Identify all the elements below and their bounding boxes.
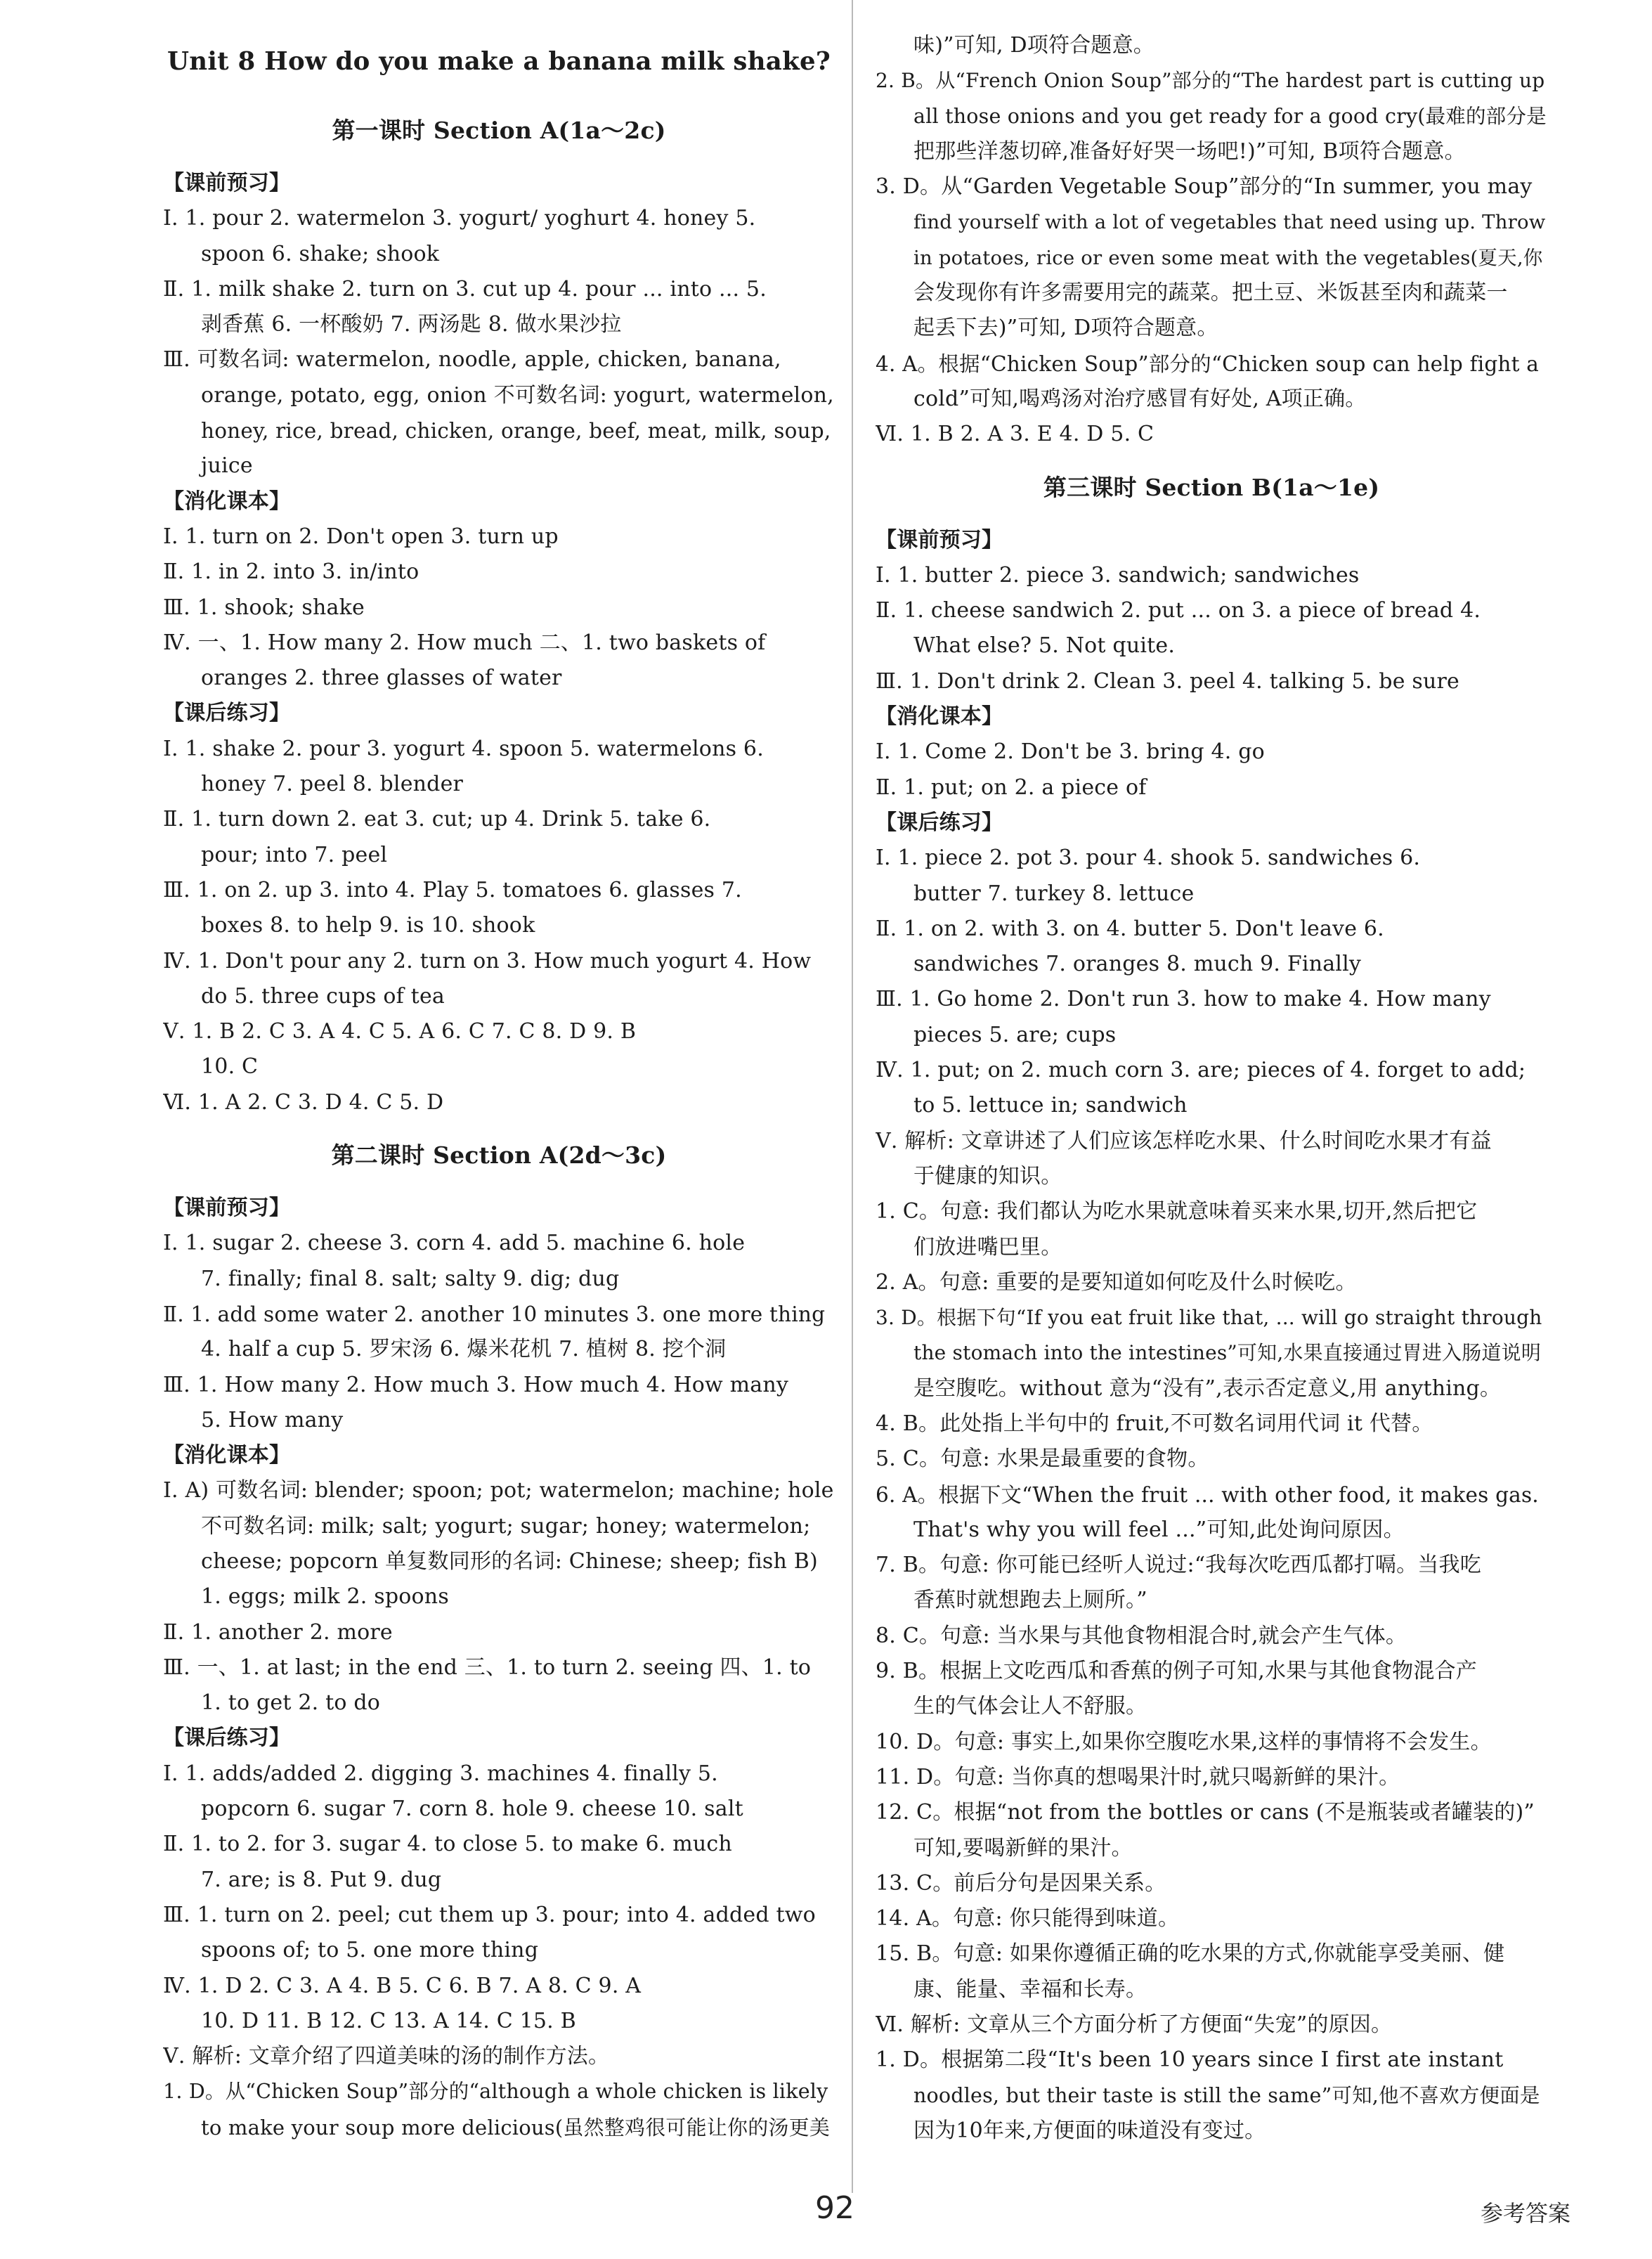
answer-line-text: Ⅱ. 1. milk shake 2. turn on 3. cut up 4. pour ... into ... 5. — [163, 276, 767, 302]
answer-line — [876, 1866, 1547, 1901]
part-label-text: 【消化课本】 — [163, 488, 291, 514]
answer-line — [163, 342, 835, 377]
answer-line — [163, 1685, 835, 1721]
part-label — [163, 1721, 835, 1756]
answer-line-text: cheese; popcorn 单复数同形的名词: Chinese; sheep; fish B) — [201, 1548, 818, 1574]
answer-line — [876, 1795, 1547, 1830]
answer-line — [163, 2074, 835, 2109]
answer-line — [876, 1583, 1547, 1618]
answer-line — [163, 1332, 835, 1367]
answer-line — [876, 841, 1547, 876]
answer-line — [876, 347, 1547, 382]
answer-line — [876, 664, 1547, 699]
answer-line — [876, 1936, 1547, 1972]
answer-line-text: 不可数名词: milk; salt; yogurt; sugar; honey; watermelon; — [201, 1513, 811, 1539]
answer-line — [876, 1053, 1547, 1088]
part-label-text: 【课前预习】 — [163, 171, 291, 195]
answer-line-text: 起丢下去)”可知, D项符合题意。 — [913, 316, 1218, 341]
answer-line — [876, 240, 1547, 276]
left-column — [163, 28, 835, 2145]
answer-line — [163, 1297, 835, 1332]
answer-line — [876, 2078, 1547, 2114]
answer-line-text: 7. finally; final 8. salt; salty 9. dig; dug — [201, 1266, 620, 1291]
part-label — [163, 1438, 835, 1473]
answer-line-text: 12. C。根据“not from the bottles or cans (不是瓶装或者罐装的)” — [876, 1800, 1535, 1825]
answer-line-text: 可知,要喝新鲜的果汁。 — [913, 1835, 1133, 1860]
answer-line — [876, 1689, 1547, 1724]
answer-line — [163, 2004, 835, 2039]
answer-line — [163, 1262, 835, 1297]
answer-line-text: do 5. three cups of tea — [201, 983, 445, 1009]
answer-line-text: Ⅵ. 解析: 文章从三个方面分析了方便面“失宠”的原因。 — [876, 2012, 1393, 2038]
answer-line-text: Ⅰ. A) 可数名词: blender; spoon; pot; watermelon; machine; hole — [163, 1478, 834, 1503]
answer-line — [876, 134, 1547, 169]
section-heading — [163, 1120, 835, 1191]
answer-line-text: Ⅰ. 1. turn on 2. Don't open 3. turn up — [163, 524, 559, 549]
answer-line-text: 10. D 11. B 12. C 13. A 14. C 15. B — [201, 2008, 576, 2033]
answer-line-text: 于健康的知识。 — [913, 1163, 1062, 1189]
answer-line-text: 生的气体会让人不舒服。 — [913, 1694, 1147, 1719]
answer-line-text: spoon 6. shake; shook — [201, 241, 440, 266]
answer-line-text: Ⅳ. 一、1. How many 2. How much 二、1. two baskets of — [163, 630, 766, 655]
column-divider — [852, 0, 853, 2193]
answer-line-text: 10. C — [201, 1054, 259, 1080]
answer-line-text: 11. D。句意: 当你真的想喝果汁时,就只喝新鲜的果汁。 — [876, 1764, 1400, 1789]
answer-line — [876, 1831, 1547, 1866]
part-label-text: 【课前预习】 — [876, 527, 1003, 552]
answer-line — [876, 276, 1547, 311]
part-label-text: 【课后练习】 — [876, 810, 1003, 835]
answer-line-text: Ⅱ. 1. another 2. more — [163, 1619, 393, 1645]
answer-line — [876, 2043, 1547, 2078]
answer-line — [876, 1972, 1547, 2007]
answer-line — [163, 272, 835, 307]
answer-line — [876, 558, 1547, 593]
answer-line-text: 9. B。根据上文吃西瓜和香蕉的例子可知,水果与其他食物混合产 — [876, 1659, 1477, 1684]
answer-line-text: 康、能量、幸福和长寿。 — [913, 1976, 1147, 2002]
answer-line — [163, 661, 835, 696]
unit-title — [163, 28, 835, 96]
answer-line-text: Ⅱ. 1. to 2. for 3. sugar 4. to close 5. to make 6. much — [163, 1832, 732, 1857]
answer-line — [163, 838, 835, 873]
answer-line — [163, 590, 835, 626]
answer-line — [876, 1442, 1547, 1477]
answer-line-text: 会发现你有许多需要用完的蔬菜。把土豆、米饭甚至肉和蔬菜一 — [913, 280, 1508, 306]
answer-line — [876, 1088, 1547, 1123]
answer-line-text: Ⅳ. 1. Don't pour any 2. turn on 3. How much yogurt 4. How — [163, 948, 812, 973]
answer-line — [163, 979, 835, 1014]
answer-line — [876, 1477, 1547, 1513]
answer-line — [163, 1544, 835, 1579]
answer-line-text: Ⅳ. 1. put; on 2. much corn 3. are; pieces of 4. forget to add; — [876, 1058, 1526, 1083]
answer-line-text: What else? 5. Not quite. — [913, 633, 1176, 659]
answer-line — [163, 1403, 835, 1438]
answer-line-text: 5. C。句意: 水果是最重要的食物。 — [876, 1446, 1209, 1472]
answer-line-text: Ⅱ. 1. put; on 2. a piece of — [876, 775, 1147, 800]
answer-line-text: Ⅲ. 1. on 2. up 3. into 4. Play 5. tomatoes 6. glasses 7. — [163, 877, 742, 902]
answer-line — [163, 307, 835, 342]
answer-line — [163, 1226, 835, 1261]
answer-line — [876, 1194, 1547, 1229]
answer-line-text: oranges 2. three glasses of water — [201, 666, 562, 691]
answer-line — [163, 1792, 835, 1827]
answer-line-text: 8. C。句意: 当水果与其他食物相混合时,就会产生气体。 — [876, 1623, 1407, 1648]
answer-line — [876, 2114, 1547, 2149]
answer-line — [876, 2007, 1547, 2043]
answer-line-text: Ⅴ. 解析: 文章介绍了四道美味的汤的制作方法。 — [163, 2044, 610, 2069]
answer-line-text: 1. C。句意: 我们都认为吃水果就意味着买来水果,切开,然后把它 — [876, 1199, 1478, 1224]
part-label-text: 【课后练习】 — [163, 1726, 291, 1751]
answer-line-text: 1. D。根据第二段“It's been 10 years since I first ate instant — [876, 2047, 1504, 2073]
answer-line-text: noodles, but their taste is still the same”可知,他不喜欢方便面是 — [913, 2083, 1540, 2107]
answer-line-text: orange, potato, egg, onion 不可数名词: yogurt, watermelon, — [201, 382, 834, 408]
answer-line-text: 7. are; is 8. Put 9. dug — [201, 1867, 442, 1892]
answer-line-text: popcorn 6. sugar 7. corn 8. hole 9. cheese 10. salt — [201, 1797, 743, 1822]
answer-line — [876, 947, 1547, 982]
answer-line-text: Ⅰ. 1. adds/added 2. digging 3. machines 4. finally 5. — [163, 1761, 718, 1786]
answer-line — [163, 1368, 835, 1403]
answer-line-text: Ⅵ. 1. A 2. C 3. D 4. C 5. D — [163, 1089, 444, 1115]
part-label — [163, 166, 835, 201]
part-label-text: 【消化课本】 — [876, 704, 1003, 730]
answer-line — [163, 1863, 835, 1898]
part-label — [876, 699, 1547, 734]
answer-line — [163, 1615, 835, 1650]
answer-line — [163, 908, 835, 943]
part-label-text: 【课前预习】 — [163, 1196, 291, 1221]
answer-line — [163, 2110, 835, 2145]
answer-line — [163, 1933, 835, 1968]
part-label — [163, 696, 835, 731]
answer-line — [876, 28, 1547, 63]
answer-line-text: 5. How many — [201, 1407, 344, 1432]
answer-line — [163, 802, 835, 837]
answer-line — [163, 1509, 835, 1544]
answer-line-text: 10. D。句意: 事实上,如果你空腹吃水果,这样的事情将不会发生。 — [876, 1729, 1492, 1754]
answer-line — [876, 593, 1547, 628]
answer-line-text: to 5. lettuce in; sandwich — [913, 1093, 1188, 1118]
answer-line — [163, 378, 835, 413]
answer-line — [876, 1230, 1547, 1265]
answer-line-text: juice — [201, 453, 253, 479]
answer-line-text: 香蕉时就想跑去上厕所。” — [913, 1588, 1147, 1613]
answer-line — [876, 1901, 1547, 1936]
answer-line — [876, 1018, 1547, 1053]
answer-line — [876, 1371, 1547, 1406]
answer-line-text: That's why you will feel ...”可知,此处询问原因。 — [913, 1517, 1405, 1542]
answer-line-text: the stomach into the intestines”可知,水果直接通过胃进入肠道说明 — [913, 1341, 1542, 1365]
answer-line-text: 2. B。从“French Onion Soup”部分的“The hardest part is cutting up — [876, 69, 1545, 93]
answer-line-text: 3. D。根据下句“If you eat fruit like that, ... will go straight through — [876, 1306, 1542, 1330]
section-heading — [876, 453, 1547, 523]
answer-line-text: Ⅰ. 1. piece 2. pot 3. pour 4. shook 5. sandwiches 6. — [876, 846, 1421, 871]
answer-line-text: 2. A。句意: 重要的是要知道如何吃及什么时候吃。 — [876, 1269, 1357, 1295]
answer-line — [876, 1335, 1547, 1371]
answer-line-text: find yourself with a lot of vegetables that need using up. Throw — [913, 211, 1546, 234]
answer-line — [163, 413, 835, 448]
answer-line-text: Ⅲ. 一、1. at last; in the end 三、1. to turn 2. seeing 四、1. to — [163, 1655, 812, 1680]
answer-line — [163, 1650, 835, 1685]
answer-line-text: in potatoes, rice or even some meat with the vegetables(夏天,你 — [913, 246, 1543, 269]
page-number: 92 — [815, 2190, 854, 2226]
answer-line — [876, 912, 1547, 947]
answer-line — [876, 1513, 1547, 1548]
answer-line — [876, 169, 1547, 205]
answer-line — [163, 448, 835, 484]
answer-line — [876, 734, 1547, 770]
answer-line — [163, 732, 835, 767]
answer-line-text: all those onions and you get ready for a good cry(最难的部分是 — [913, 104, 1547, 128]
answer-line-text: 14. A。句意: 你只能得到味道。 — [876, 1906, 1180, 1931]
answer-line-text: 们放进嘴巴里。 — [913, 1234, 1062, 1260]
answer-line — [876, 1654, 1547, 1689]
part-label — [163, 1191, 835, 1226]
answer-line-text: to make your soup more delicious(虽然整鸡很可能让你的汤更美 — [201, 2115, 831, 2140]
answer-line — [163, 1969, 835, 2004]
answer-line-text: Ⅳ. 1. D 2. C 3. A 4. B 5. C 6. B 7. A 8. C 9. A — [163, 1973, 642, 1998]
answer-line — [876, 1725, 1547, 1760]
part-label — [163, 484, 835, 519]
answer-line — [876, 1406, 1547, 1442]
answer-line — [876, 1619, 1547, 1654]
answer-line-text: pieces 5. are; cups — [913, 1022, 1117, 1047]
answer-line — [876, 1124, 1547, 1159]
answer-line-text: pour; into 7. peel — [201, 842, 388, 867]
answer-line-text: Ⅱ. 1. turn down 2. eat 3. cut; up 4. Drink 5. take 6. — [163, 807, 711, 832]
answer-line-text: 3. D。从“Garden Vegetable Soup”部分的“In summer, you may — [876, 174, 1533, 200]
answer-line-text: 味)”可知, D项符合题意。 — [913, 33, 1155, 58]
answer-line-text: Ⅲ. 1. Go home 2. Don't run 3. how to make 4. How many — [876, 987, 1491, 1012]
answer-line — [163, 1014, 835, 1049]
answer-line — [163, 1579, 835, 1614]
answer-line-text: Ⅰ. 1. butter 2. piece 3. sandwich; sandwiches — [876, 562, 1360, 588]
answer-line-text: Ⅰ. 1. Come 2. Don't be 3. bring 4. go — [876, 739, 1265, 765]
answer-line-text: Ⅰ. 1. sugar 2. cheese 3. corn 4. add 5. machine 6. hole — [163, 1231, 746, 1256]
answer-line — [163, 519, 835, 555]
section-heading-text: 第三课时 Section B(1a～1e) — [1043, 473, 1380, 501]
answer-line-text: honey, rice, bread, chicken, orange, beef, meat, milk, soup, — [201, 419, 831, 444]
answer-line — [876, 1300, 1547, 1335]
answer-line — [163, 1898, 835, 1933]
answer-line-text: 1. eggs; milk 2. spoons — [201, 1584, 449, 1610]
answer-line — [876, 1548, 1547, 1583]
right-column — [876, 28, 1547, 2149]
part-label — [876, 805, 1547, 841]
answer-line — [876, 99, 1547, 134]
answer-line — [163, 873, 835, 908]
answer-line-text: Ⅴ. 解析: 文章讲述了人们应该怎样吃水果、什么时间吃水果才有益 — [876, 1128, 1492, 1153]
answer-line-text: 7. B。句意: 你可能已经听人说过:“我每次吃西瓜都打嗝。当我吃 — [876, 1553, 1481, 1578]
answer-line — [876, 417, 1547, 452]
answer-line — [876, 382, 1547, 417]
answer-line — [876, 205, 1547, 240]
answer-line — [163, 555, 835, 590]
answer-line-text: Ⅱ. 1. add some water 2. another 10 minutes 3. one more thing — [163, 1302, 826, 1326]
answer-line — [876, 1760, 1547, 1795]
answer-line — [163, 1473, 835, 1508]
answer-line — [876, 876, 1547, 912]
answer-line — [163, 944, 835, 979]
answer-line-text: 因为10年来,方便面的味道没有变过。 — [913, 2118, 1266, 2143]
answer-line-text: Ⅲ. 1. turn on 2. peel; cut them up 3. pour; into 4. added two — [163, 1902, 816, 1927]
answer-line-text: Ⅲ. 1. Don't drink 2. Clean 3. peel 4. talking 5. be sure — [876, 668, 1460, 694]
answer-line-text: honey 7. peel 8. blender — [201, 772, 464, 797]
part-label — [876, 523, 1547, 558]
answer-line-text: 剥香蕉 6. 一杯酸奶 7. 两汤匙 8. 做水果沙拉 — [201, 312, 622, 337]
answer-line — [163, 626, 835, 661]
answer-line-text: sandwiches 7. oranges 8. much 9. Finally — [913, 952, 1362, 977]
part-label-text: 【消化课本】 — [163, 1443, 291, 1468]
answer-line-text: 4. B。此处指上半句中的 fruit,不可数名词用代词 it 代替。 — [876, 1411, 1433, 1436]
answer-line-text: 13. C。前后分句是因果关系。 — [876, 1870, 1166, 1896]
answer-line — [163, 1085, 835, 1120]
answer-line-text: 把那些洋葱切碎,准备好好哭一场吧!)”可知, B项符合题意。 — [913, 138, 1466, 164]
answer-line — [163, 767, 835, 802]
answer-line — [876, 1159, 1547, 1194]
answer-line-text: Ⅱ. 1. on 2. with 3. on 4. butter 5. Don't leave 6. — [876, 916, 1384, 941]
answer-line-text: Ⅲ. 1. How many 2. How much 3. How much 4. How many — [163, 1372, 788, 1397]
answer-line-text: 4. half a cup 5. 罗宋汤 6. 爆米花机 7. 植树 8. 挖个洞 — [201, 1337, 727, 1362]
section-heading-text: 第一课时 Section A(1a～2c) — [332, 117, 666, 144]
answer-line-text: boxes 8. to help 9. is 10. shook — [201, 913, 535, 938]
answer-line-text: Ⅴ. 1. B 2. C 3. A 4. C 5. A 6. C 7. C 8. D 9. B — [163, 1019, 637, 1044]
answer-line-text: cold”可知,喝鸡汤对治疗感冒有好处, A项正确。 — [913, 386, 1367, 411]
section-heading — [163, 96, 835, 166]
answer-line — [163, 1756, 835, 1792]
answer-line — [876, 982, 1547, 1017]
answer-line — [876, 770, 1547, 805]
answer-line — [163, 2039, 835, 2074]
answer-line-text: 1. D。从“Chicken Soup”部分的“although a whole chicken is likely — [163, 2080, 828, 2104]
answer-line-text: Ⅰ. 1. shake 2. pour 3. yogurt 4. spoon 5. watermelons 6. — [163, 736, 764, 761]
answer-line-text: 是空腹吃。without 意为“没有”,表示否定意义,用 anything。 — [913, 1376, 1502, 1401]
unit-title-text: Unit 8 How do you make a banana milk shake? — [167, 47, 831, 76]
answer-line — [163, 1827, 835, 1862]
answer-line — [876, 1265, 1547, 1300]
answer-line — [876, 311, 1547, 346]
footer-label: 参考答案 — [1480, 2200, 1570, 2227]
answer-line-text: Ⅵ. 1. B 2. A 3. E 4. D 5. C — [876, 422, 1155, 447]
answer-line-text: 4. A。根据“Chicken Soup”部分的“Chicken soup can help fight a — [876, 351, 1540, 376]
answer-line-text: 6. A。根据下文“When the fruit ... with other food, it makes gas. — [876, 1482, 1539, 1507]
answer-line-text: Ⅲ. 1. shook; shake — [163, 595, 365, 620]
answer-line-text: Ⅲ. 可数名词: watermelon, noodle, apple, chicken, banana, — [163, 347, 781, 373]
part-label-text: 【课后练习】 — [163, 701, 291, 726]
answer-line-text: butter 7. turkey 8. lettuce — [913, 881, 1195, 906]
answer-line — [876, 63, 1547, 98]
answer-line-text: spoons of; to 5. one more thing — [201, 1938, 539, 1963]
answer-line — [163, 201, 835, 236]
answer-line-text: Ⅱ. 1. in 2. into 3. in/into — [163, 559, 419, 585]
answer-line-text: Ⅰ. 1. pour 2. watermelon 3. yogurt/ yoghurt 4. honey 5. — [163, 206, 756, 231]
answer-line-text: 1. to get 2. to do — [201, 1690, 381, 1716]
answer-line — [876, 628, 1547, 664]
section-heading-text: 第二课时 Section A(2d～3c) — [331, 1141, 667, 1170]
answer-line-text: 15. B。句意: 如果你遵循正确的吃水果的方式,你就能享受美丽、健 — [876, 1941, 1505, 1967]
answer-line — [163, 1049, 835, 1085]
answer-line — [163, 237, 835, 272]
answer-line-text: Ⅱ. 1. cheese sandwich 2. put ... on 3. a piece of bread 4. — [876, 598, 1481, 623]
